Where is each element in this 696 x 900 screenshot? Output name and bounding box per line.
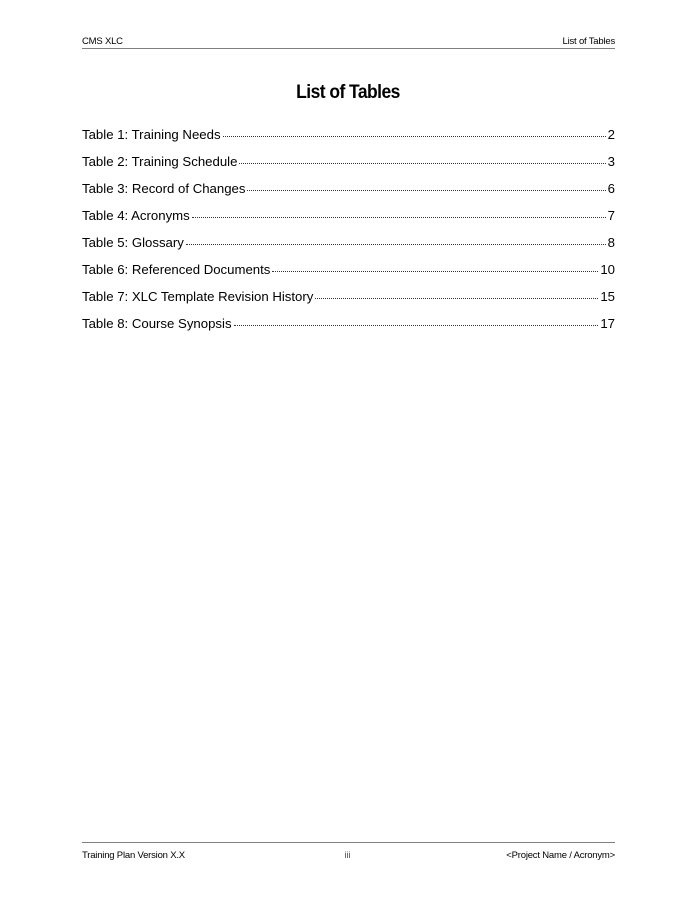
toc-entry-label: Table 1: Training Needs [82, 127, 221, 142]
header-document-name: CMS XLC [82, 36, 123, 47]
footer-project-name: <Project Name / Acronym> [506, 850, 615, 861]
toc-entry-label: Table 8: Course Synopsis [82, 316, 232, 331]
toc-entry-label: Table 6: Referenced Documents [82, 262, 271, 277]
toc-entry-label: Table 4: Acronyms [82, 208, 190, 223]
dot-leader [186, 233, 606, 247]
toc-entry-table-5[interactable] [82, 233, 615, 260]
toc-entry-label: Table 5: Glossary [82, 235, 184, 250]
dot-leader [315, 287, 598, 301]
page-header [82, 36, 615, 49]
toc-entry-page: 7 [607, 208, 615, 223]
toc-entry-page: 15 [600, 289, 615, 304]
toc-entry-label: Table 3: Record of Changes [82, 181, 246, 196]
footer-page-number: iii [344, 850, 351, 861]
toc-entry-table-4[interactable] [82, 206, 615, 233]
toc-entry-table-1[interactable] [82, 125, 615, 152]
toc-entry-label: Table 7: XLC Template Revision History [82, 289, 314, 304]
toc-entry-table-7[interactable] [82, 287, 615, 314]
header-section-name: List of Tables [562, 36, 615, 47]
dot-leader [239, 152, 605, 166]
toc-entry-table-3[interactable] [82, 179, 615, 206]
list-of-tables [82, 125, 615, 341]
page-title: List of Tables [296, 82, 400, 103]
toc-entry-page: 17 [600, 316, 615, 331]
toc-entry-label: Table 2: Training Schedule [82, 154, 238, 169]
dot-leader [272, 260, 598, 274]
toc-entry-page: 3 [607, 154, 615, 169]
page-footer [82, 842, 615, 863]
dot-leader [247, 179, 605, 193]
toc-entry-page: 2 [607, 127, 615, 142]
toc-entry-table-8[interactable] [82, 314, 615, 341]
toc-entry-page: 10 [600, 262, 615, 277]
toc-entry-page: 6 [607, 181, 615, 196]
footer-document-version: Training Plan Version X.X [82, 850, 185, 861]
dot-leader [192, 206, 606, 220]
dot-leader [223, 125, 606, 139]
dot-leader [234, 314, 599, 328]
toc-entry-page: 8 [607, 235, 615, 250]
toc-entry-table-6[interactable] [82, 260, 615, 287]
toc-entry-table-2[interactable] [82, 152, 615, 179]
